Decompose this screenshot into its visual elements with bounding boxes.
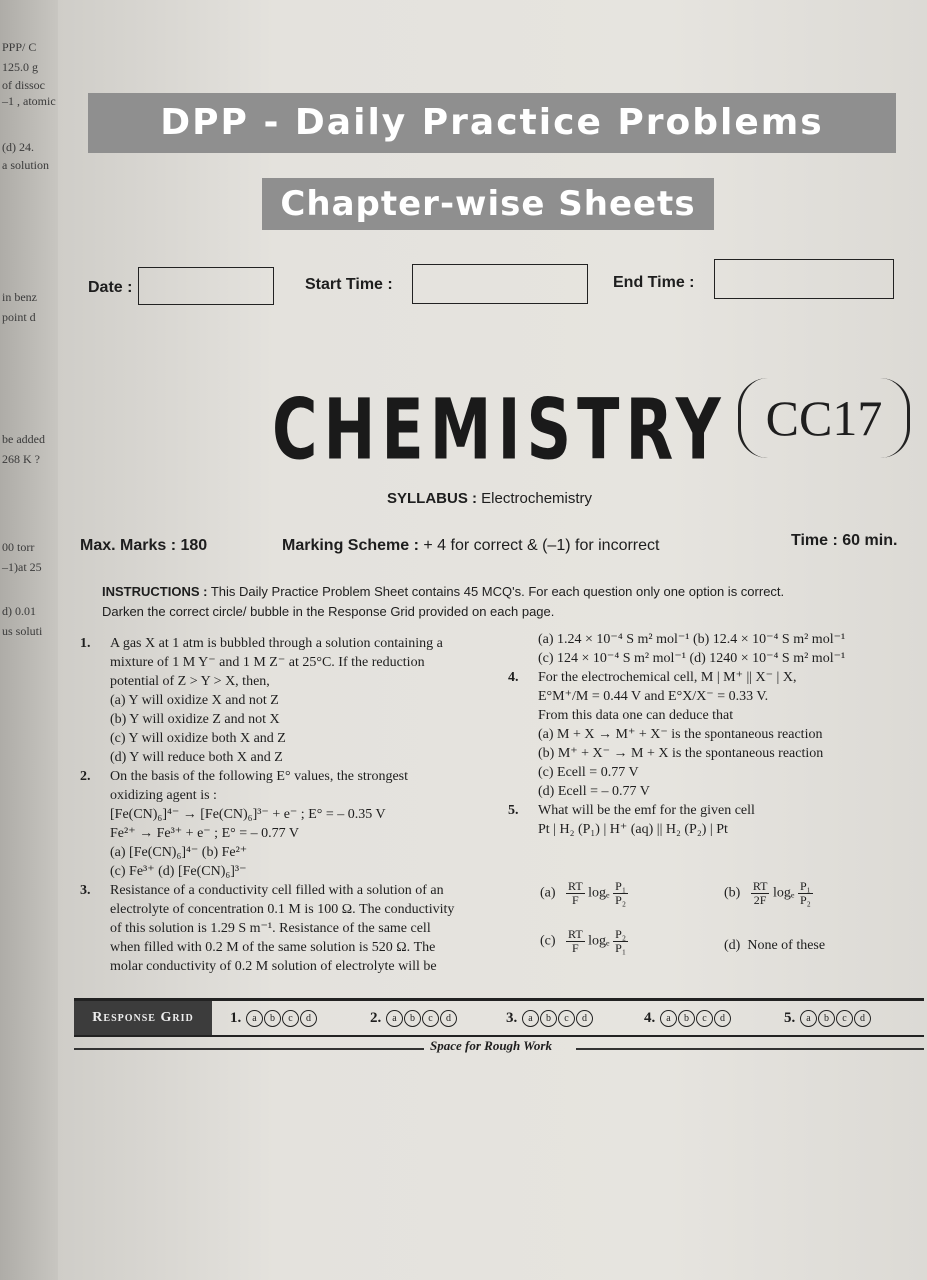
- question-line: [110, 653, 495, 672]
- date-label: Date :: [88, 279, 133, 296]
- numerator: RT: [568, 879, 583, 893]
- denominator: P₁: [615, 941, 627, 955]
- question-text: Fe²⁺ → Fe³⁺ + e⁻ ; E° = – 0.77 V: [110, 826, 299, 841]
- grid-question-1: [230, 1001, 317, 1035]
- answer-bubble-a[interactable]: a: [660, 1010, 677, 1027]
- answer-bubble-c[interactable]: c: [836, 1010, 853, 1027]
- question-text: (a) [Fe(CN)₆]⁴⁻ (b) Fe²⁺: [110, 845, 248, 860]
- option-label: (b): [724, 885, 741, 901]
- numerator: P₁: [615, 879, 627, 893]
- question-line: [80, 634, 495, 653]
- edge-fragment: of dissoc: [2, 78, 45, 92]
- fraction: [613, 880, 628, 907]
- answer-bubble-c[interactable]: c: [422, 1010, 439, 1027]
- fraction: [798, 880, 813, 907]
- answer-bubble-d[interactable]: d: [854, 1010, 871, 1027]
- numerator: P₂: [615, 927, 627, 941]
- instructions-label: INSTRUCTIONS :: [102, 584, 208, 599]
- q5-option-a: [540, 880, 628, 907]
- denominator: P₂: [799, 893, 811, 907]
- marking-value: + 4 for correct & (–1) for incorrect: [423, 537, 660, 554]
- max-marks: Max. Marks : 180: [80, 537, 208, 554]
- end-time-box[interactable]: [714, 259, 894, 299]
- question-text: [Fe(CN)₆]⁴⁻ → [Fe(CN)₆]³⁻ + e⁻ ; E° = – 0.35 V: [110, 807, 386, 822]
- answer-bubble-d[interactable]: d: [440, 1010, 457, 1027]
- option-label: (d): [724, 938, 741, 953]
- response-grid: [74, 998, 924, 1037]
- question-number: 3.: [80, 883, 91, 898]
- syllabus-label: SYLLABUS :: [387, 490, 477, 507]
- grid-question-number: 4.: [644, 1010, 656, 1026]
- banner-subtitle: Chapter-wise Sheets: [262, 178, 714, 230]
- q5-options: [540, 866, 925, 966]
- denominator: 2F: [753, 893, 767, 907]
- question-line: [80, 767, 495, 786]
- fraction: [566, 928, 585, 955]
- numerator: RT: [752, 879, 768, 893]
- answer-bubble-d[interactable]: d: [576, 1010, 593, 1027]
- question-text: (a) Y will oxidize X and not Z: [110, 693, 279, 708]
- question-text: (b) Y will oxidize Z and not X: [110, 712, 280, 727]
- instructions-text-2: Darken the correct circle/ bubble in the Response Grid provided on each page.: [102, 604, 555, 619]
- question-line: [110, 843, 495, 862]
- option-label: (c): [540, 933, 556, 949]
- question-line: [80, 881, 495, 900]
- marking-scheme: [282, 537, 659, 555]
- question-line: [110, 900, 495, 919]
- question-line: [508, 801, 923, 820]
- edge-fragment: us soluti: [2, 624, 43, 638]
- question-line: [110, 919, 495, 938]
- question-line: [538, 763, 923, 782]
- edge-fragment: point d: [2, 310, 36, 324]
- question-text: (c) 124 × 10⁻⁴ S m² mol⁻¹ (d) 1240 × 10⁻⁴ S m² mol⁻¹: [538, 651, 846, 666]
- question-text: when filled with 0.2 M of the same solution is 520 Ω. The: [110, 940, 436, 955]
- question-text: molar conductivity of 0.2 M solution of electrolyte will be: [110, 959, 437, 974]
- question-line: [538, 725, 923, 744]
- grid-question-number: 3.: [506, 1010, 518, 1026]
- question-line: [538, 782, 923, 801]
- question-line: [110, 786, 495, 805]
- log-symbol: logₑ: [772, 885, 795, 901]
- fraction: [751, 880, 770, 907]
- syllabus: [387, 490, 592, 507]
- grid-question-number: 2.: [370, 1010, 382, 1026]
- question-line: [110, 957, 495, 976]
- question-number: 2.: [80, 769, 91, 784]
- denominator: P₂: [615, 893, 627, 907]
- edge-fragment: –1)at 25: [2, 560, 42, 574]
- end-time-label: End Time :: [613, 274, 695, 291]
- answer-bubble-a[interactable]: a: [800, 1010, 817, 1027]
- numerator: P₁: [799, 879, 811, 893]
- subject-title: CHEMISTRY: [272, 380, 727, 479]
- grid-question-5: [784, 1001, 871, 1035]
- rough-work-divider: [74, 1038, 924, 1058]
- answer-bubble-b[interactable]: b: [264, 1010, 281, 1027]
- answer-bubble-b[interactable]: b: [678, 1010, 695, 1027]
- question-line: [110, 729, 495, 748]
- question-text: (c) Fe³⁺ (d) [Fe(CN)₆]³⁻: [110, 864, 247, 879]
- question-text: (d) Y will reduce both X and Z: [110, 750, 283, 765]
- right-column: [508, 630, 923, 839]
- numerator: RT: [568, 927, 583, 941]
- divider-line: [576, 1048, 924, 1050]
- grid-question-3: [506, 1001, 593, 1035]
- grid-question-2: [370, 1001, 457, 1035]
- question-line: [110, 862, 495, 881]
- question-text: electrolyte of concentration 0.1 M is 100 Ω. The conductivity: [110, 902, 455, 917]
- response-grid-label: Response Grid: [74, 1001, 212, 1035]
- fraction: [613, 928, 628, 955]
- question-line: [110, 748, 495, 767]
- question-line: [110, 672, 495, 691]
- question-line: [538, 820, 923, 839]
- answer-bubble-c[interactable]: c: [696, 1010, 713, 1027]
- answer-bubble-d[interactable]: d: [714, 1010, 731, 1027]
- question-line: [538, 687, 923, 706]
- answer-bubble-c[interactable]: c: [282, 1010, 299, 1027]
- question-text: of this solution is 1.29 S m⁻¹. Resistance of the same cell: [110, 921, 431, 936]
- question-text: Resistance of a conductivity cell filled with a solution of an: [110, 883, 444, 898]
- question-line: [110, 805, 495, 824]
- denominator: F: [572, 941, 579, 955]
- question-text: (d) Ecell = – 0.77 V: [538, 784, 650, 799]
- option-label: (a): [540, 885, 556, 901]
- question-text: On the basis of the following E° values, the strongest: [110, 769, 408, 784]
- start-time-label: Start Time :: [305, 276, 393, 293]
- answer-bubble-a[interactable]: a: [522, 1010, 539, 1027]
- question-text: potential of Z > Y > X, then,: [110, 674, 270, 689]
- question-text: (b) M⁺ + X⁻ → M + X is the spontaneous reaction: [538, 746, 824, 761]
- edge-fragment: 125.0 g: [2, 60, 38, 74]
- question-text: Pt | H₂ (P₁) | H⁺ (aq) || H₂ (P₂) | Pt: [538, 822, 728, 837]
- question-line: [538, 630, 923, 649]
- rough-work-label: Space for Rough Work: [430, 1038, 552, 1053]
- question-text: (a) M + X → M⁺ + X⁻ is the spontaneous reaction: [538, 727, 823, 742]
- question-text: (c) Ecell = 0.77 V: [538, 765, 639, 780]
- option-text: None of these: [747, 938, 826, 953]
- question-text: What will be the emf for the given cell: [538, 803, 755, 818]
- instructions: [102, 582, 892, 622]
- q5-option-c: [540, 928, 628, 955]
- answer-bubble-b[interactable]: b: [540, 1010, 557, 1027]
- syllabus-value: Electrochemistry: [481, 490, 593, 507]
- question-line: [538, 649, 923, 668]
- start-time-box[interactable]: [412, 264, 588, 304]
- log-symbol: logₑ: [588, 885, 610, 901]
- question-text: E°M⁺/M = 0.44 V and E°X/X⁻ = 0.33 V.: [538, 689, 769, 704]
- question-line: [110, 691, 495, 710]
- question-line: [538, 744, 923, 763]
- edge-fragment: –1 , atomic: [2, 94, 56, 108]
- divider-line: [74, 1048, 424, 1050]
- grid-question-number: 1.: [230, 1010, 242, 1026]
- question-text: For the electrochemical cell, M | M⁺ || X⁻ | X,: [538, 670, 797, 685]
- instructions-text: This Daily Practice Problem Sheet contains 45 MCQ's. For each question only one option is correct.: [210, 584, 785, 599]
- question-line: [538, 706, 923, 725]
- q5-option-b: [724, 880, 813, 907]
- adjacent-page-edge: [0, 0, 58, 1280]
- marking-label: Marking Scheme :: [282, 537, 419, 554]
- edge-fragment: be added: [2, 432, 45, 446]
- answer-bubble-d[interactable]: d: [300, 1010, 317, 1027]
- question-number: 5.: [508, 803, 519, 818]
- sheet-code: CC17: [738, 378, 910, 458]
- edge-fragment: 00 torr: [2, 540, 35, 554]
- denominator: F: [572, 893, 579, 907]
- date-box[interactable]: [138, 267, 274, 305]
- fraction: [566, 880, 585, 907]
- answer-bubble-a[interactable]: a: [246, 1010, 263, 1027]
- left-column: [80, 634, 495, 976]
- banner-title: DPP - Daily Practice Problems: [88, 93, 896, 153]
- question-text: (c) Y will oxidize both X and Z: [110, 731, 286, 746]
- log-symbol: logₑ: [588, 933, 610, 949]
- grid-question-number: 5.: [784, 1010, 796, 1026]
- edge-fragment: d) 0.01: [2, 604, 36, 618]
- question-line: [508, 668, 923, 687]
- question-number: 4.: [508, 670, 519, 685]
- answer-bubble-a[interactable]: a: [386, 1010, 403, 1027]
- question-line: [110, 824, 495, 843]
- time-limit: Time : 60 min.: [791, 532, 898, 549]
- edge-fragment: in benz: [2, 290, 37, 304]
- edge-fragment: a solution: [2, 158, 49, 172]
- question-line: [110, 938, 495, 957]
- question-text: A gas X at 1 atm is bubbled through a solution containing a: [110, 636, 443, 651]
- answer-bubble-c[interactable]: c: [558, 1010, 575, 1027]
- edge-fragment: PPP/ C: [2, 40, 37, 54]
- edge-fragment: (d) 24.: [2, 140, 34, 154]
- answer-bubble-b[interactable]: b: [818, 1010, 835, 1027]
- question-number: 1.: [80, 636, 91, 651]
- question-text: oxidizing agent is :: [110, 788, 217, 803]
- question-line: [110, 710, 495, 729]
- edge-fragment: 268 K ?: [2, 452, 40, 466]
- question-text: From this data one can deduce that: [538, 708, 734, 723]
- grid-question-4: [644, 1001, 731, 1035]
- answer-bubble-b[interactable]: b: [404, 1010, 421, 1027]
- question-text: mixture of 1 M Y⁻ and 1 M Z⁻ at 25°C. If the reduction: [110, 655, 425, 670]
- question-text: (a) 1.24 × 10⁻⁴ S m² mol⁻¹ (b) 12.4 × 10⁻⁴ S m² mol⁻¹: [538, 632, 846, 647]
- q5-option-d: [724, 936, 825, 955]
